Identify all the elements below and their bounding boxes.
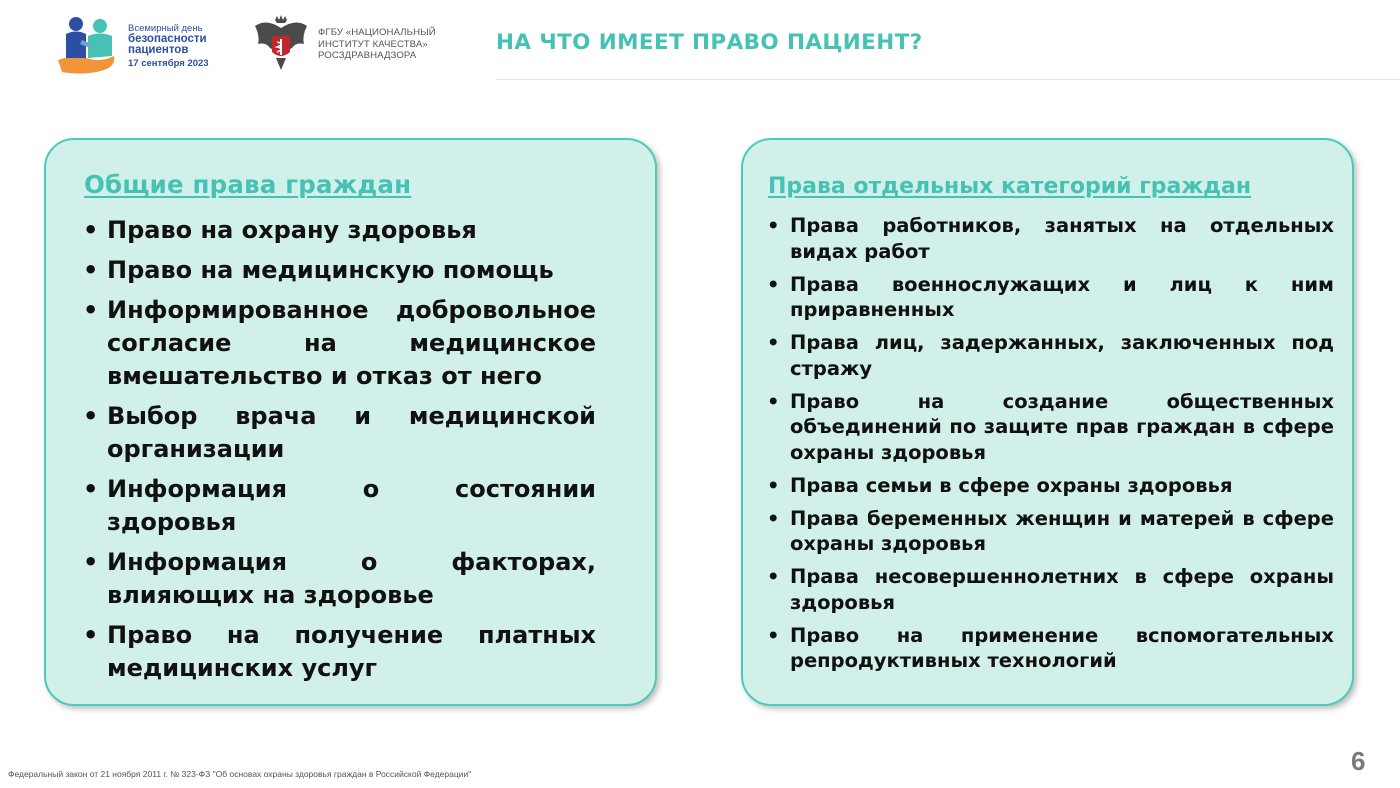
patient-safety-day-logo xyxy=(56,12,246,76)
category-rights-card xyxy=(741,138,1354,706)
general-rights-heading: Общие права граждан xyxy=(84,170,412,199)
institute-line3: РОСЗДРАВНАДЗОРА xyxy=(318,50,417,61)
logo-event-date: 17 сентября 2023 xyxy=(128,57,209,69)
list-item: • Информация о состоянии здоровья xyxy=(107,473,596,539)
logo-event-line2: безопасности xyxy=(128,32,207,45)
list-item: • Право на получение платных медицинских услуг xyxy=(107,619,596,685)
patient-figures-icon xyxy=(56,14,122,76)
institute-line2: ИНСТИТУТ КАЧЕСТВА» xyxy=(318,38,428,50)
institute-logo xyxy=(252,14,452,74)
list-item: • Права работников, занятых на отдельных видах работ xyxy=(790,213,1334,264)
logo-event-line3: пациентов xyxy=(128,44,189,56)
eagle-emblem-icon xyxy=(252,14,310,72)
list-item: • Право на создание общественных объединений по защите прав граждан в сфере охраны здоровья xyxy=(790,389,1334,466)
general-rights-card xyxy=(44,138,657,706)
list-item: • Информация о факторах, влияющих на здоровье xyxy=(107,546,596,612)
page-number: 6 xyxy=(1351,746,1366,776)
list-item: • Право на медицинскую помощь xyxy=(107,254,596,287)
category-rights-heading: Права отдельных категорий граждан xyxy=(768,174,1252,199)
title-divider xyxy=(496,79,1400,80)
category-rights-list xyxy=(790,213,1334,681)
institute-line1: ФГБУ «НАЦИОНАЛЬНЫЙ xyxy=(318,27,436,38)
list-item: • Права семьи в сфере охраны здоровья xyxy=(790,473,1334,499)
list-item: • Информированное добровольное согласие на медицинское вмешательство и отказ от него xyxy=(107,294,596,393)
list-item: • Выбор врача и медицинской организации xyxy=(107,400,596,466)
list-item: • Права лиц, задержанных, заключенных под стражу xyxy=(790,330,1334,381)
logo-event-line1: Всемирный день xyxy=(128,23,203,34)
page-title: НА ЧТО ИМЕЕТ ПРАВО ПАЦИЕНТ? xyxy=(496,30,923,55)
list-item: • Права военнослужащих и лиц к ним приравненных xyxy=(790,272,1334,323)
law-reference-footnote: Федеральный закон от 21 ноября 2011 г. № 323-ФЗ "Об основах охраны здоровья граждан в Российской Федерации" xyxy=(8,769,472,779)
list-item: • Право на охрану здоровья xyxy=(107,214,596,247)
list-item: • Право на применение вспомогательных репродуктивных технологий xyxy=(790,623,1334,674)
list-item: • Права беременных женщин и матерей в сфере охраны здоровья xyxy=(790,506,1334,557)
list-item: • Права несовершеннолетних в сфере охраны здоровья xyxy=(790,564,1334,615)
general-rights-list xyxy=(107,214,596,692)
